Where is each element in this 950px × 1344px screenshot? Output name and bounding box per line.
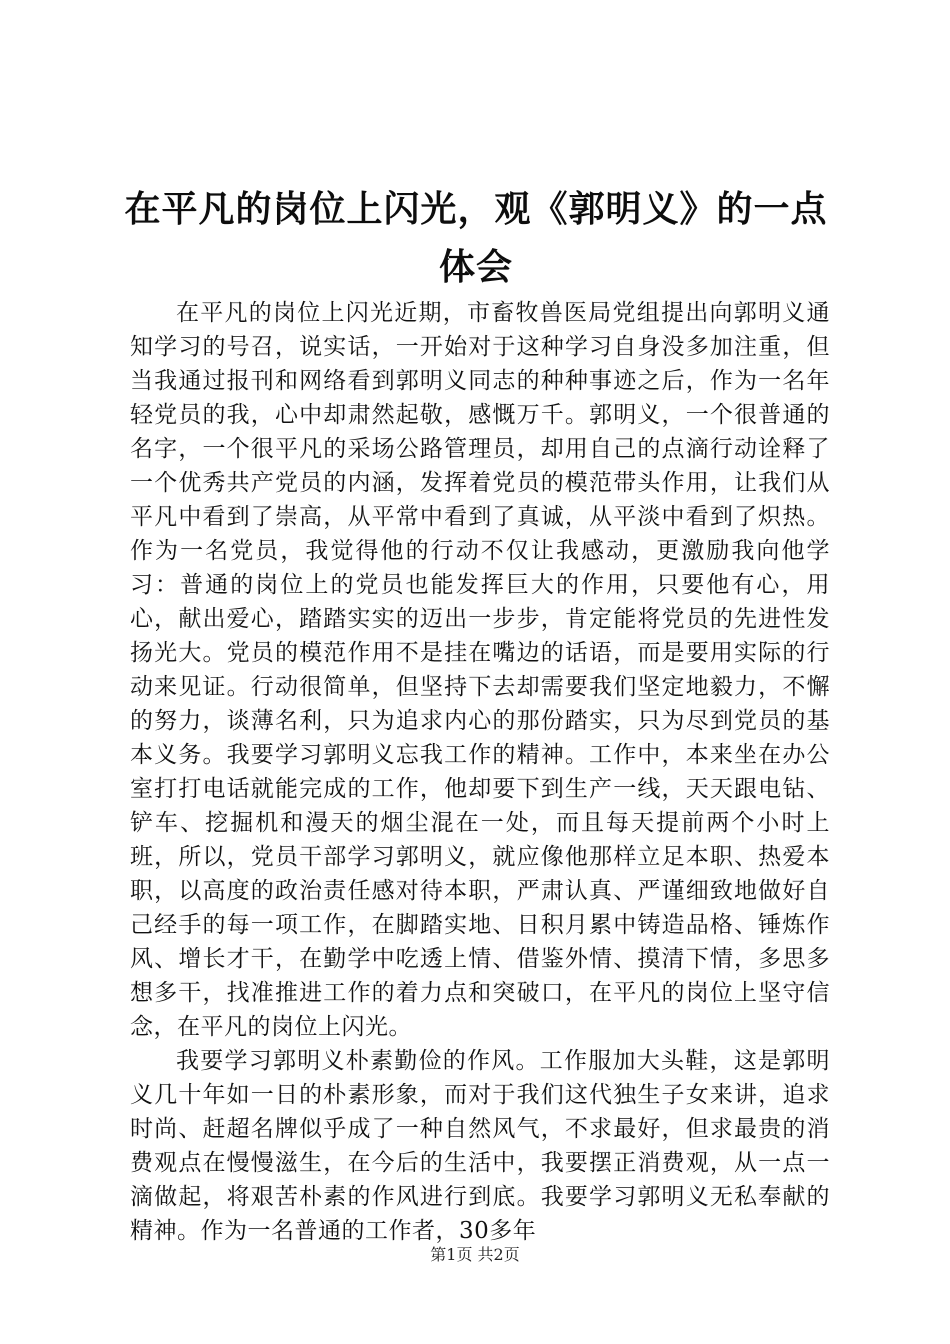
body-paragraph-2: 我要学习郭明义朴素勤俭的作风。工作服加大头鞋，这是郭明义几十年如一日的朴素形象，而对于我们这代独生子女来讲，追求时尚、赶超名牌似乎成了一种自然风气，不求最好，但求最贵的消费观点在慢慢滋生，在今后的生活中，我要摆正消费观，从一点一滴做起，将艰苦朴素的作风进行到底。我要学习郭明义无私奉献的精神。作为一名普通的工作者，30多年 bbox=[130, 1048, 830, 1244]
body-paragraph-1: 在平凡的岗位上闪光近期，市畜牧兽医局党组提出向郭明义通知学习的号召，说实话，一开始对于这种学习自身没多加注重，但当我通过报刊和网络看到郭明义同志的种种事迹之后，作为一名年轻党员的我，心中却肃然起敬，感慨万千。郭明义，一个很普通的名字，一个很平凡的采场公路管理员，却用自己的点滴行动诠释了一个优秀共产党员的内涵，发挥着党员的模范带头作用，让我们从平凡中看到了崇高，从平常中看到了真诚，从平淡中看到了炽热。作为一名党员，我觉得他的行动不仅让我感动，更激励我向他学习：普通的岗位上的党员也能发挥巨大的作用，只要他有心，用心，献出爱心，踏踏实实的迈出一步步，肯定能将党员的先进性发扬光大。党员的模范作用不是挂在嘴边的话语，而是要用实际的行动来见证。行动很简单，但坚持下去却需要我们坚定地毅力，不懈的努力，谈薄名利，只为追求内心的那份踏实，只为尽到党员的基本义务。我要学习郭明义忘我工作的精神。工作中，本来坐在办公室打打电话就能完成的工作，他却要下到生产一线，天天跟电钻、铲车、挖掘机和漫天的烟尘混在一处，而且每天提前两个小时上班，所以，党员干部学习郭明义，就应像他那样立足本职、热爱本职，以高度的政治责任感对待本职，严肃认真、严谨细致地做好自己经手的每一项工作，在脚踏实地、日积月累中铸造品格、锤炼作风、增长才干，在勤学中吃透上情、借鉴外情、摸清下情，多思多想多干，找准推进工作的着力点和突破口，在平凡的岗位上坚守信念，在平凡的岗位上闪光。 bbox=[130, 300, 830, 1040]
page-number-footer: 第1页 共2页 bbox=[430, 1245, 520, 1264]
document-title: 在平凡的岗位上闪光，观《郭明义》的一点体会 bbox=[124, 188, 828, 288]
document-body bbox=[130, 296, 830, 1248]
